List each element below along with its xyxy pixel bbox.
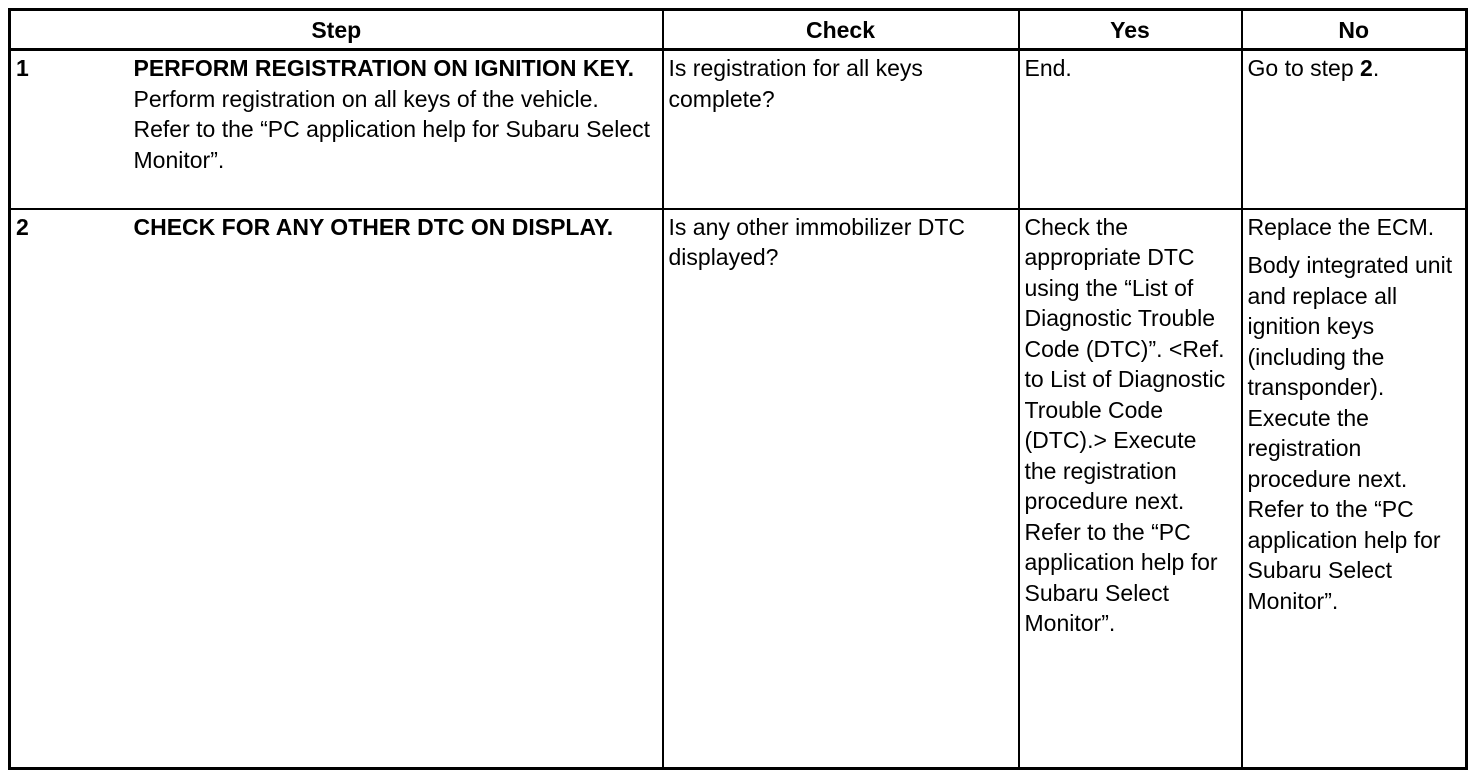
header-no: No	[1242, 10, 1467, 50]
no-cell	[1242, 209, 1467, 769]
header-row	[10, 10, 1467, 50]
step-description: Perform registration on all keys of the vehicle. Refer to the “PC application help for Subaru Select Monitor”.	[133, 85, 651, 173]
yes-text: Check the appropriate DTC using the “List of Diagnostic Trouble Code (DTC)”. <Ref. to List of Diagnostic Trouble Code (DTC).> Execute the registration procedure next. Refer to the “PC application help for Subaru Select Monitor”.	[1024, 213, 1226, 636]
check-cell	[663, 209, 1019, 769]
no-text-suffix: .	[1372, 55, 1380, 81]
step-cell	[134, 209, 663, 769]
no-text-prefix: Go to step	[1247, 55, 1361, 81]
step-cell	[134, 50, 663, 209]
diagnostic-table	[8, 8, 1468, 770]
check-cell	[663, 50, 1019, 209]
step-number: 2	[16, 213, 29, 240]
no-text: Replace the ECM.	[1247, 213, 1435, 240]
header-step: Step	[10, 10, 663, 50]
step-title: PERFORM REGISTRATION ON IGNITION KEY.	[133, 55, 634, 81]
step-number-cell	[10, 50, 134, 209]
no-cell	[1242, 50, 1467, 209]
check-text: Is any other immobilizer DTC displayed?	[668, 213, 966, 270]
check-text: Is registration for all keys complete?	[668, 55, 923, 112]
yes-cell	[1019, 209, 1242, 769]
step-number: 1	[16, 55, 29, 81]
table-row	[10, 209, 1467, 769]
step-title: CHECK FOR ANY OTHER DTC ON DISPLAY.	[133, 213, 614, 240]
yes-cell	[1019, 50, 1242, 209]
header-yes: Yes	[1019, 10, 1242, 50]
table-row	[10, 50, 1467, 209]
header-check: Check	[663, 10, 1019, 50]
no-step-reference: 2	[1360, 55, 1373, 81]
yes-text: End.	[1024, 55, 1072, 81]
step-number-cell	[10, 209, 134, 769]
no-text: Body integrated unit and replace all ignition keys (including the transponder). Execute the registration procedure next. Refer to the “PC application help for Subaru Select Monitor”.	[1247, 252, 1453, 614]
